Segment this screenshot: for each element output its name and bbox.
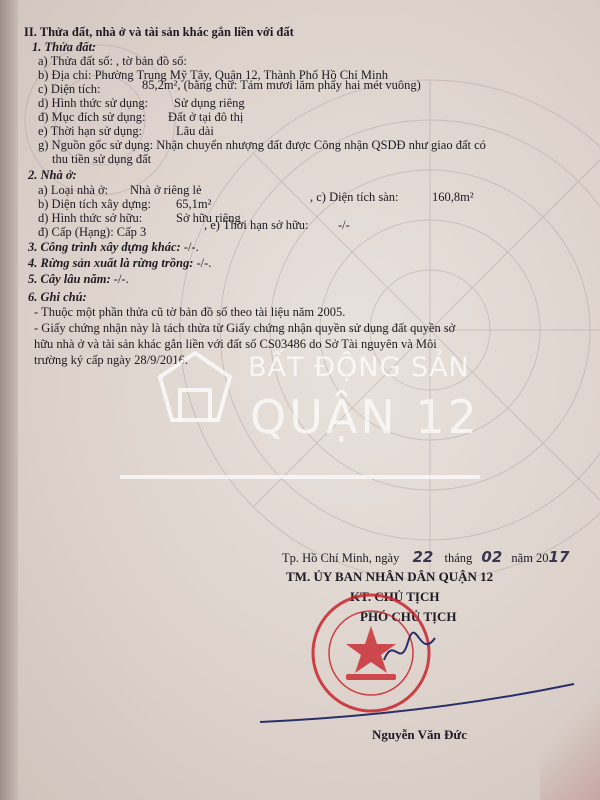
house-heading: 2. Nhà ở: bbox=[28, 168, 77, 182]
land-term-label: e) Thời hạn sử dụng: bbox=[38, 124, 143, 138]
land-purpose-label: đ) Mục đích sử dụng: bbox=[38, 110, 146, 124]
land-area-label: c) Diện tích: bbox=[38, 82, 101, 96]
land-origin-line1: g) Nguồn gốc sử dụng: Nhận chuyển nhượng đất được Công nhận QSDĐ như giao đất có bbox=[38, 138, 486, 152]
house-type-label: a) Loại nhà ở: bbox=[38, 183, 109, 197]
other-construction: 3. Công trình xây dựng khác: -/-. bbox=[28, 240, 199, 254]
house-build-area-label: b) Diện tích xây dựng: bbox=[38, 197, 152, 211]
notes-line4: trường ký cấp ngày 28/9/2016. bbox=[34, 353, 188, 367]
signature-stroke-icon bbox=[258, 680, 578, 730]
handwritten-signature-icon bbox=[380, 630, 440, 670]
section-title: II. Thửa đất, nhà ở và tài sản khác gắn liền với đất bbox=[24, 25, 294, 39]
signing-title: PHÓ CHỦ TỊCH bbox=[360, 609, 457, 624]
signing-organization: TM. ỦY BAN NHÂN DÂN QUẬN 12 bbox=[286, 569, 494, 584]
signing-date: Tp. Hồ Chí Minh, ngày 22 tháng 02 năm 2017 bbox=[282, 548, 570, 566]
land-purpose-value: Đất ở tại đô thị bbox=[168, 110, 244, 124]
land-heading: 1. Thửa đất: bbox=[32, 40, 97, 54]
house-build-area-value: 65,1m² bbox=[176, 197, 212, 211]
notes-line2: - Giấy chứng nhận này là tách thửa từ Giấy chứng nhận quyền sử dụng đất quyền sở bbox=[34, 321, 456, 335]
watermark-area: QUẬN 12 bbox=[250, 390, 480, 444]
house-ownership-term-label: , e) Thời hạn sở hữu: bbox=[204, 218, 309, 232]
house-floor-area-value: 160,8m² bbox=[432, 190, 474, 204]
land-usage-form-label: d) Hình thức sử dụng: bbox=[38, 96, 149, 110]
land-usage-form-value: Sử dụng riêng bbox=[174, 96, 245, 110]
house-grade: đ) Cấp (Hạng): Cấp 3 bbox=[38, 225, 147, 239]
land-parcel-number: a) Thửa đất số: , tờ bản đồ số: bbox=[38, 54, 187, 68]
watermark-brand: BẤT ĐỘNG SẢN bbox=[248, 352, 470, 383]
signing-kt: KT. CHỦ TỊCH bbox=[350, 589, 440, 604]
perennial-trees: 5. Cây lâu năm: -/-. bbox=[28, 272, 129, 286]
land-address: b) Địa chỉ: Phường Trung Mỹ Tây, Quận 12, Thành Phố Hồ Chí Minh bbox=[38, 68, 388, 82]
land-origin-line2: thu tiền sử dụng đất bbox=[52, 152, 152, 166]
house-type-value: Nhà ở riêng lẻ bbox=[130, 183, 202, 197]
house-floor-area-label: , c) Diện tích sàn: bbox=[310, 190, 399, 204]
planted-forest: 4. Rừng sản xuất là rừng trồng: -/-. bbox=[28, 256, 212, 270]
notes-line1: - Thuộc một phần thửa cũ tờ bản đồ số theo tài liệu năm 2005. bbox=[34, 305, 346, 319]
land-area-value: 85,2m², (bằng chữ: Tám mươi lăm phẩy hai mét vuông) bbox=[142, 78, 421, 92]
notes-line3: hữu nhà ở và tài sản khác gắn liền với đất số CS03486 do Sở Tài nguyên và Môi bbox=[34, 337, 437, 351]
signer-name: Nguyễn Văn Đức bbox=[372, 727, 467, 742]
land-term-value: Lâu dài bbox=[176, 124, 214, 138]
house-ownership-term-value: -/- bbox=[338, 218, 350, 232]
notes-heading: 6. Ghi chú: bbox=[28, 290, 87, 304]
house-ownership-value: Sở hữu riêng bbox=[176, 211, 241, 225]
house-ownership-label: d) Hình thức sở hữu: bbox=[38, 211, 143, 225]
